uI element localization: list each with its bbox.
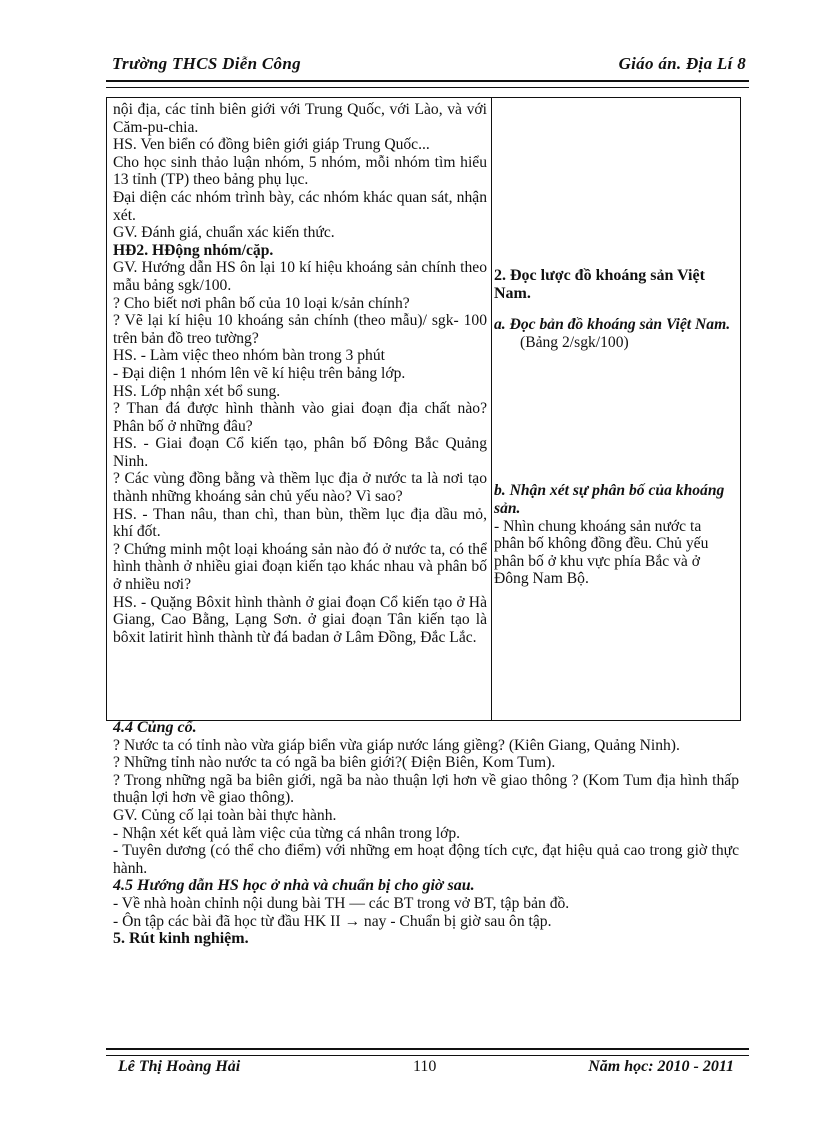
lessons-learned-title: 5. Rút kinh nghiệm. (113, 930, 249, 948)
page-header (108, 48, 748, 78)
consolidation-item: - Nhận xét kết quả làm việc của từng cá nhân trong lớp. (113, 824, 461, 842)
activity-line: HS. Ven biển có đồng biên giới giáp Trung Quốc... (113, 136, 430, 154)
lesson-continuation (113, 719, 739, 948)
column-divider (491, 98, 492, 720)
footer-rule (106, 1048, 749, 1056)
homework-title: 4.5 Hướng dẫn HS học ở nhà và chuẩn bị cho giờ sau. (113, 877, 475, 895)
activity-line: - Đại diện 1 nhóm lên vẽ kí hiệu trên bảng lớp. (113, 364, 406, 382)
homework-item: - Về nhà hoàn chỉnh nội dung bài TH — các BT trong vở BT, tập bản đồ. (113, 894, 570, 912)
question-line: ? Vẽ lại kí hiệu 10 khoáng sản chính (theo mẫu)/ sgk- 100 trên bản đồ treo tường? (113, 312, 487, 347)
teacher-name: Lê Thị Hoàng Hải (118, 1058, 241, 1075)
activity-line: nội địa, các tỉnh biên giới với Trung Quốc, với Lào, và với Căm-pu-chia. (113, 101, 487, 136)
part-a-title: a. Đọc bản đồ khoáng sản Việt Nam. (494, 316, 731, 334)
part-a-ref: (Bảng 2/sgk/100) (520, 333, 629, 351)
activity-heading: HĐ2. HĐộng nhóm/cặp. (113, 241, 274, 259)
consolidation-item: ? Trong những ngã ba biên giới, ngã ba nào thuận lợi hơn về giao thông ? (Kom Tum địa hình thấp thuận lợi hơn về giao thông). (113, 771, 739, 807)
consolidation-item: ? Nước ta có tỉnh nào vừa giáp biển vừa giáp nước láng giềng? (Kiên Giang, Quảng Ninh). (113, 736, 680, 754)
activity-line: HS. - Làm việc theo nhóm bàn trong 3 phút (113, 347, 385, 365)
question-line: ? Chứng minh một loại khoáng sản nào đó ở nước ta, có thể hình thành ở nhiều giai đoạn kiến tạo khác nhau và phân bố ở nhiều nơi? (113, 540, 487, 594)
page-footer (108, 1058, 748, 1082)
activity-line: Cho học sinh thảo luận nhóm, 5 nhóm, mỗi nhóm tìm hiểu 13 tỉnh (TP) theo bảng phụ lục. (113, 153, 487, 189)
answer-line: HS. - Than nâu, than chì, than bùn, thềm lục địa dầu mỏ, khí đốt. (113, 505, 487, 541)
section-title: 2. Đọc lược đồ khoáng sản Việt Nam. (494, 267, 705, 302)
header-rule (106, 80, 749, 88)
consolidation-item: - Tuyên dương (có thể cho điểm) với những em hoạt động tích cực, đạt hiệu quả cao trong giờ thực hành. (113, 842, 739, 877)
part-b-text: - Nhìn chung khoáng sản nước ta phân bố không đồng đều. Chủ yếu phân bố ở khu vực phía Bắc và ở Đông Nam Bộ. (494, 517, 709, 588)
question-line: ? Các vùng đồng bằng và thềm lục địa ở nước ta là nơi tạo thành những khoáng sản chủ yếu nào? Vì sao? (113, 470, 487, 506)
content-column (494, 267, 734, 588)
consolidation-item: ? Những tỉnh nào nước ta có ngã ba biên giới?( Điện Biên, Kom Tum). (113, 754, 556, 772)
page-number: 110 (413, 1058, 437, 1075)
consolidation-item: GV. Củng cố lại toàn bài thực hành. (113, 806, 337, 824)
activity-line: Đại diện các nhóm trình bày, các nhóm khác quan sát, nhận xét. (113, 188, 487, 224)
question-line: ? Cho biết nơi phân bố của 10 loại k/sản chính? (113, 294, 410, 312)
consolidation-title: 4.4 Củng cố. (113, 719, 197, 736)
part-b-title: b. Nhận xét sự phân bố của khoáng sản. (494, 482, 725, 517)
school-year: Năm học: 2010 - 2011 (588, 1058, 734, 1075)
activities-column (113, 101, 487, 646)
question-line: ? Than đá được hình thành vào giai đoạn địa chất nào? Phân bố ở những đâu? (113, 400, 487, 435)
answer-line: HS. - Giai đoạn Cổ kiến tạo, phân bố Đông Bắc Quảng Ninh. (113, 435, 487, 470)
activity-line: GV. Hướng dẫn HS ôn lại 10 kí hiệu khoáng sản chính theo mẫu bảng sgk/100. (113, 259, 487, 294)
activity-line: HS. Lớp nhận xét bổ sung. (113, 382, 281, 400)
subject-title: Giáo án. Địa Lí 8 (618, 54, 746, 73)
activity-line: GV. Đánh giá, chuẩn xác kiến thức. (113, 224, 335, 242)
homework-item: - Ôn tập các bài đã học từ đầu HK II → nay - Chuẩn bị giờ sau ôn tập. (113, 912, 552, 930)
answer-line: HS. - Quặng Bôxit hình thành ở giai đoạn Cổ kiến tạo ở Hà Giang, Cao Bằng, Lạng Sơn. ở giai đoạn Tân kiến tạo là bôxit latirit hình thành từ đá badan ở Lâm Đồng, Đắc Lắc. (113, 593, 487, 646)
school-name: Trường THCS Diễn Công (112, 54, 301, 73)
